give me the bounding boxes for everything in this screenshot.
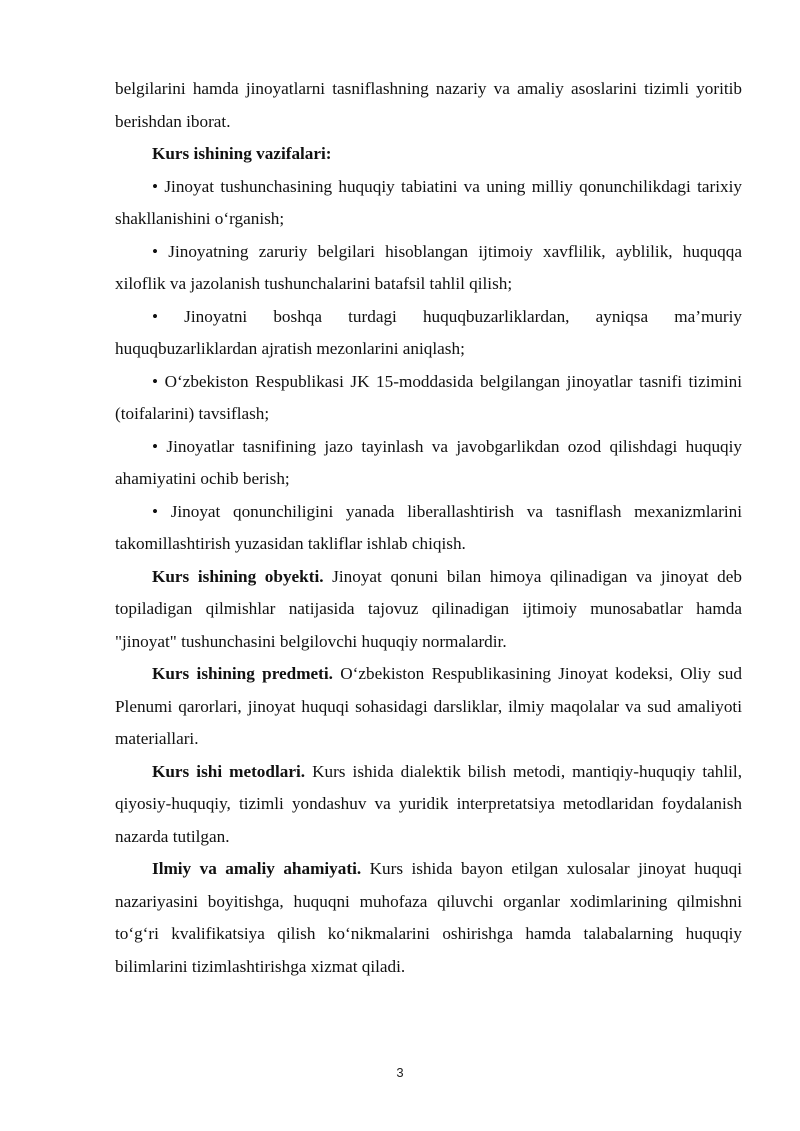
section-text: Jinoyat qonuni bilan himoya qilinadigan va jinoyat deb topiladigan qilmishlar natijasida tajovuz qilinadigan ijtimoiy munosabatlar hamda "jinoyat" tushunchasini belgilovchi huquqiy normalardir. bbox=[115, 566, 742, 651]
task-text: Jinoyat qonunchiligini yanada liberallashtirish va tasniflash mexanizmlarini takomillashtirish yuzasidan takliflar ishlab chiqish. bbox=[115, 501, 742, 553]
task-item bbox=[115, 301, 742, 366]
task-item bbox=[115, 366, 742, 431]
bullet-icon: • bbox=[152, 371, 159, 391]
bullet-icon: • bbox=[152, 176, 159, 196]
significance-paragraph bbox=[115, 853, 742, 983]
bullet-icon: • bbox=[152, 306, 159, 326]
task-text: Jinoyatni boshqa turdagi huquqbuzarliklardan, ayniqsa ma’muriy huquqbuzarliklardan ajratish mezonlarini aniqlash; bbox=[115, 306, 743, 358]
page-number: 3 bbox=[396, 1065, 404, 1080]
task-item bbox=[115, 496, 742, 561]
page-body bbox=[115, 73, 742, 983]
section-heading: Kurs ishi metodlari. bbox=[152, 761, 306, 781]
section-text: Kurs ishida dialektik bilish metodi, mantiqiy-huquqiy tahlil, qiyosiy-huquqiy, tizimli yondashuv va yuridik interpretatsiya metodlaridan foydalanish nazarda tutilgan. bbox=[115, 761, 742, 846]
intro-paragraph: belgilarini hamda jinoyatlarni tasniflashning nazariy va amaliy asoslarini tizimli yoritib berishdan iborat. bbox=[115, 79, 742, 131]
task-text: Jinoyat tushunchasining huquqiy tabiatini va uning milliy qonunchilikdagi tarixiy shakllanishini o‘rganish; bbox=[115, 176, 742, 228]
object-paragraph bbox=[115, 561, 742, 659]
bullet-icon: • bbox=[152, 501, 159, 521]
section-heading: Ilmiy va amaliy ahamiyati. bbox=[152, 859, 362, 878]
task-text: Jinoyatlar tasnifining jazo tayinlash va javobgarlikdan ozod qilishdagi huquqiy ahamiyatini ochib berish; bbox=[115, 436, 743, 488]
section-text: Kurs ishida bayon etilgan xulosalar jinoyat huquqi nazariyasini boyitishga, huquqni muhofaza qiluvchi organlar xodimlarining qilmishni to‘g‘ri kvalifikatsiya qilish ko‘nikmalarini oshirishga hamda talabalarning huquqiy bilimlarini tizimlashtirishga xizmat qiladi. bbox=[115, 859, 743, 976]
subject-paragraph bbox=[115, 658, 742, 756]
task-text: Jinoyatning zaruriy belgilari hisoblangan ijtimoiy xavflilik, ayblilik, huquqqa xiloflik va jazolanish tushunchalarini batafsil tahlil qilish; bbox=[115, 241, 743, 293]
task-item bbox=[115, 236, 742, 301]
task-item bbox=[115, 431, 742, 496]
tasks-heading: Kurs ishining vazifalari: bbox=[152, 144, 332, 163]
bullet-icon: • bbox=[152, 241, 159, 261]
task-text: O‘zbekiston Respublikasi JK 15-moddasida belgilangan jinoyatlar tasnifi tizimini (toifalarini) tavsiflash; bbox=[115, 371, 742, 423]
methods-paragraph bbox=[115, 756, 742, 854]
section-heading: Kurs ishining obyekti. bbox=[152, 566, 324, 586]
task-item bbox=[115, 171, 742, 236]
section-heading: Kurs ishining predmeti. bbox=[152, 664, 333, 683]
section-text: O‘zbekiston Respublikasining Jinoyat kodeksi, Oliy sud Plenumi qarorlari, jinoyat huquqi sohasidagi darsliklar, ilmiy maqolalar va sud amaliyoti materiallari. bbox=[115, 664, 742, 748]
bullet-icon: • bbox=[152, 436, 159, 456]
